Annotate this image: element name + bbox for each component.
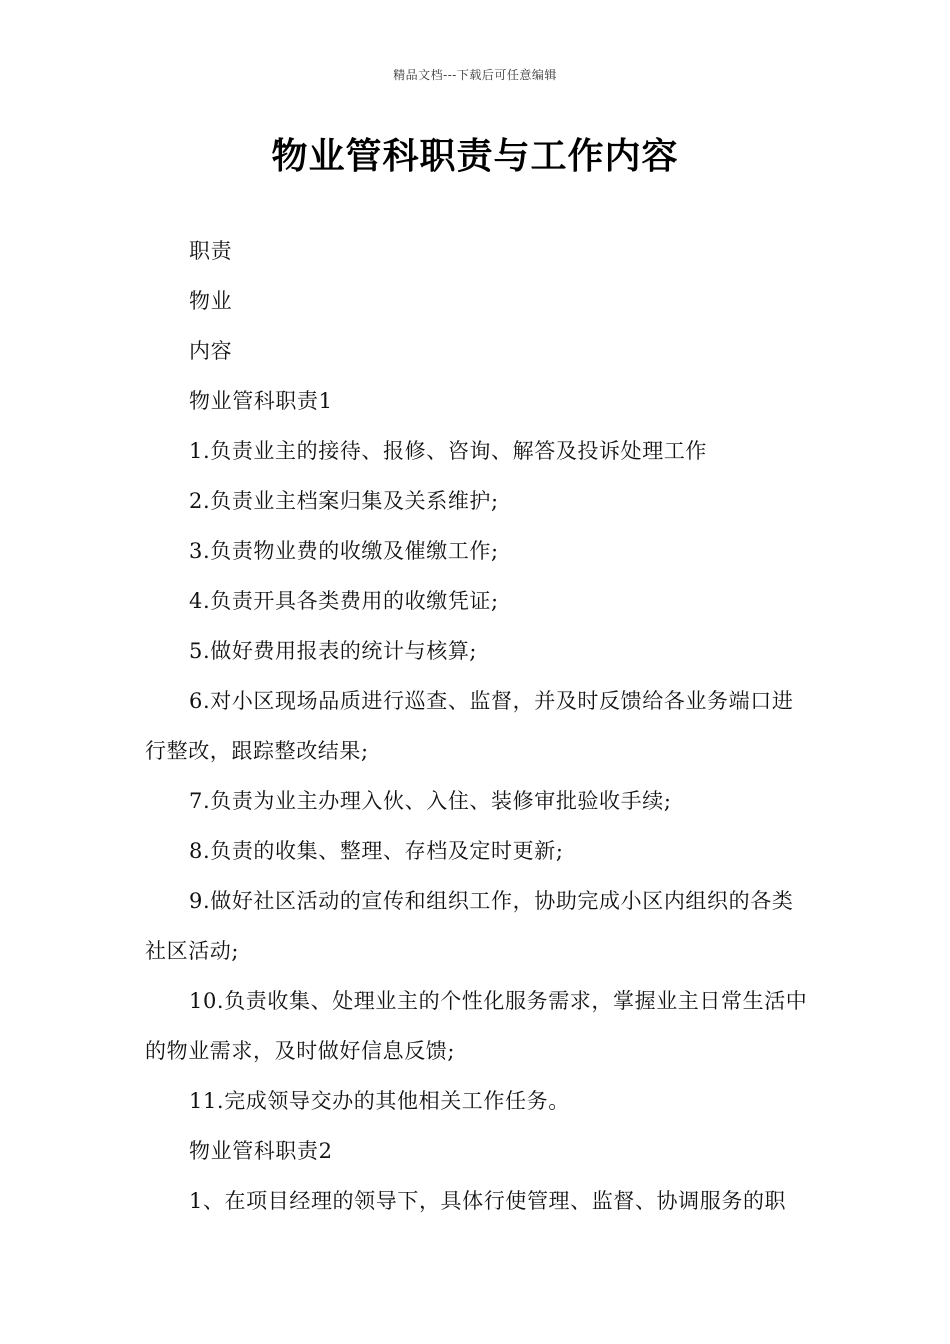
list-item: 3.负责物业费的收缴及催缴工作;: [189, 539, 499, 563]
list-item: 11.完成领导交办的其他相关工作任务。: [189, 1089, 570, 1113]
paragraph-heading-content: 内容: [189, 339, 233, 363]
list-item: 7.负责为业主办理入伙、入住、装修审批验收手续;: [189, 789, 672, 813]
header-note: 精品文档---下载后可任意编辑: [393, 68, 557, 82]
paragraph-heading-property: 物业: [189, 289, 233, 313]
section-heading-duty-1: 物业管科职责1: [189, 389, 333, 413]
list-item: 9.做好社区活动的宣传和组织工作，协助完成小区内组织的各类社区活动;: [145, 889, 794, 963]
list-item: 6.对小区现场品质进行巡查、监督，并及时反馈给各业务端口进行整改，跟踪整改结果;: [145, 689, 794, 763]
document-title: 物业管科职责与工作内容: [271, 136, 679, 177]
paragraph-heading-duty: 职责: [189, 239, 233, 263]
list-item: 2.负责业主档案归集及关系维护;: [189, 489, 499, 513]
list-item: 4.负责开具各类费用的收缴凭证;: [189, 589, 499, 613]
list-item: 10.负责收集、处理业主的个性化服务需求，掌握业主日常生活中的物业需求，及时做好信息反馈;: [145, 989, 808, 1063]
section-heading-duty-2: 物业管科职责2: [189, 1139, 333, 1163]
document-body: [145, 226, 813, 1226]
list-item: 1.负责业主的接待、报修、咨询、解答及投诉处理工作: [189, 439, 708, 463]
list-item: 5.做好费用报表的统计与核算;: [189, 639, 478, 663]
list-item: 1、在项目经理的领导下，具体行使管理、监督、协调服务的职: [189, 1189, 787, 1213]
list-item: 8.负责的收集、整理、存档及定时更新;: [189, 839, 564, 863]
